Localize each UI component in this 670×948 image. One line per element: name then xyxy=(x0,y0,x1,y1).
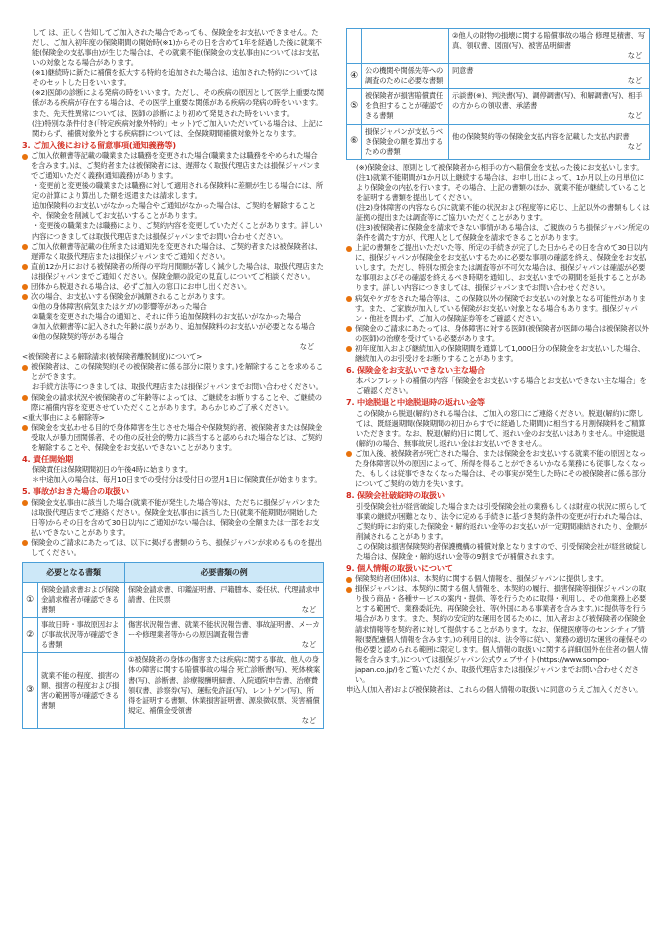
right-column xyxy=(346,28,650,695)
table-header-row xyxy=(23,563,324,583)
section-3-bullet-6: 被保険者は、この保険契約(その被保険者に係る部分に限ります。)を解除することを求めることができます。 xyxy=(22,362,324,382)
row-examples xyxy=(125,618,324,653)
row-examples xyxy=(449,124,650,159)
row-document-name: 被保険者が損害賠償責任を負担することが確認できる書類 xyxy=(362,89,449,124)
row-examples xyxy=(125,653,324,728)
table-row xyxy=(23,618,324,653)
documents-table xyxy=(22,562,324,729)
row-example-text: 他の保険契約等の保険金支払内容を記載した支払内訳書 xyxy=(452,131,630,141)
section-3-heading: 3. ご加入後における留意事項(通知義務等) xyxy=(22,139,176,150)
reduction-item-1: ①他の身体障害(病気またはケガ)の影響等があった場合 xyxy=(32,301,207,311)
row-document-name: 公の機関や関係先等への調査のために必要な書類 xyxy=(362,64,449,89)
row-etc: など xyxy=(627,51,642,61)
section-3-bullet-3: 直前12か月における被保険者の所得の平均月間額が著しく減少した場合は、取扱代理店または損保ジャパンまでご通知ください。保険金額の設定の見直しについてご相談ください。 xyxy=(22,262,324,282)
section-3-bullet-1: ご加入依頼書等記載の職業または職務を変更された場合(職業または職務をやめられた場合を含みます。)は、ご契約者または被保険者には、遅滞なく取扱代理店または損保ジャパンまでご通知いただく義務(通知義務)があります。 xyxy=(22,151,324,181)
table-header-documents: 必要となる書類 xyxy=(23,563,125,583)
row-number: ① xyxy=(23,583,38,618)
grave-reason-heading: <重大事由による解除等> xyxy=(22,412,105,422)
table-note-1: (※)保険金は、原則として被保険者から相手の方へ賠償金を支払った後にお支払いします。 xyxy=(356,162,644,172)
section-8-text-2: この保険は損害保険契約者保護機構の補償対象となりますので、引受保険会社が経営破綻した場合は、保険金・解約返れい金等の9割までが補償されます。 xyxy=(356,541,647,561)
table-row xyxy=(347,124,650,159)
row-number xyxy=(347,29,362,64)
row-example-text: 同意書 xyxy=(452,66,474,76)
payment-bullet-1: 上記の書類をご提出いただいた等、所定の手続きが完了した日からその日を含めて30日以内に、損保ジャパンが保険金をお支払いするために必要な事項の確認を終え、保険金をお支払いします。ただし、特別な照会または調査等が不可欠な場合は、損保ジャパンは確認が必要な事項およびその確認を終えるべき時期を通知し、お支払いまでの期間を延長することがあります。詳しい内容につきましては、損保ジャパンまでお問い合わせください。 xyxy=(346,243,650,293)
row-etc: など xyxy=(301,715,316,725)
row-number: ⑥ xyxy=(347,124,362,159)
row-document-name: 損保ジャパンが支払うべき保険金の額を算出するための書類 xyxy=(362,124,449,159)
section-3-bullet-2: ご加入依頼書等記載の住所または通知先を変更された場合は、ご契約者または被保険者は、遅滞なく取扱代理店または損保ジャパンまでご通知ください。 xyxy=(22,242,324,262)
leave-request-heading: <被保険者による解除請求(被保険者離脱制度)について> xyxy=(22,352,203,362)
section-3-sub-1: ・変更前と変更後の職業または職務に対して適用される保険料に差額が生じる場合には、所定の計算により算出した額を返還または請求します。 xyxy=(32,181,323,201)
row-etc: など xyxy=(301,640,316,650)
payment-bullet-3: 保険金のご請求にあたっては、身体障害に対する医師(被保険者が医師の場合は被保険者以外の医師)の治療を受けている必要があります。 xyxy=(346,324,650,344)
row-etc: など xyxy=(627,111,642,121)
row-number: ③ xyxy=(23,653,38,728)
section-9-bullet-2: 損保ジャパンは、本契約に関する個人情報を、本契約の履行、損害保険等損保ジャパンの取り扱う商品・各種サービスの案内・提供、等を行うために取得・利用し、その他業務上必要とする範囲で、業務委託先、再保険会社、等(外国にある事業者を含みます。)に提供等を行う場合があります。また、契約の安定的な運用を図るために、加入者および被保険者の保険金請求情報等を契約者に対して提供することがあります。なお、保健医療等のセンシティブ情報(要配慮個人情報を含みます。)の利用目的は、法令等に従い、業務の適切な運営の確保その他必要と認められる範囲に限定します。個人情報の取扱いに関する詳細(国外在住者の個人情報を含みます。)については損保ジャパン公式ウェブサイト(https://www.sompo-japan.co.jp/)をご覧いただくか、取扱代理店または損保ジャパンまでお問い合わせください。 xyxy=(346,584,650,685)
reduction-item-2: ②職業を変更された場合の通知と、それに伴う追加保険料のお支払いがなかった場合 xyxy=(32,312,301,321)
left-column xyxy=(22,28,324,729)
row-examples xyxy=(449,64,650,89)
section-3-bullet-7: 保険金の請求状況や被保険者のご年齢等によっては、ご継続をお断りすることや、ご継続の際に補償内容を変更させていただくことがあります。あらかじめご了承ください。 xyxy=(22,393,324,413)
section-7-text: この保険から脱退(解約)される場合は、ご加入の窓口にご連絡ください。脱退(解約)に際しては、既経過期間(保険期間の初日からすでに経過した期間)に相当する月割保険料をご精算いただきます。なお、脱退(解約)日に関して、返れい金のお支払いはありません。中途脱退(解約)の場合、無事故戻し返れい金はお支払いできません。 xyxy=(356,408,646,448)
section-5-bullet-2: 保険金のご請求にあたっては、以下に掲げる書類のうち、損保ジャパンが求めるものを提出してください。 xyxy=(22,538,324,558)
section-3-bullet-6b: お手続方法等につきましては、取扱代理店または損保ジャパンまでお問い合わせください。 xyxy=(32,382,323,392)
row-example-text: 傷害状況報告書、就業不能状況報告書、事故証明書、メーカーや修理業者等からの原因調査報告書 xyxy=(128,620,320,640)
row-document-name: 事故日時・事故原因および事故状況等が確認できる書類 xyxy=(38,618,125,653)
row-document-name xyxy=(362,29,449,64)
section-7-heading: 7. 中途脱退と中途脱退時の返れい金等 xyxy=(346,397,485,408)
row-number: ④ xyxy=(347,64,362,89)
intro-paragraph: して は、正しく告知してご加入された場合であっても、保険金をお支払いできません。ただし、ご加入初年度の保険期間の開始時(※1)からその日を含めて1年を経過した後に就業不能(保険金の支払事由)が生じた場合は、その就業不能(保険金の支払事由)についてはお支払いの対象となる場合があります。 xyxy=(32,28,322,68)
table-row xyxy=(347,64,650,89)
row-etc: など xyxy=(627,76,642,86)
payment-bullet-4: 初年度加入および継続加入の保険期間を通算して1,000日分の保険金をお支払いした場合、継続加入のお引受けをお断りすることがあります。 xyxy=(346,344,650,364)
table-note-3: (注2)身体障害の内容ならびに就業不能の状況および程度等に応じ、上記以外の書類もしくは証拠の提出または調査等にご協力いただくことがあります。 xyxy=(356,202,650,222)
section-4-heading: 4. 責任開始期 xyxy=(22,453,73,464)
table-header-examples: 必要書類の例 xyxy=(125,563,324,583)
payment-bullet-2: 病気やケガをされた場合等は、この保険以外の保険でお支払いの対象となる可能性があります。また、ご家族が加入している保険がお支払い対象となる場合もあります。損保ジャパン・他社を問わず、ご加入の保険証券等をご確認ください。 xyxy=(346,294,650,324)
section-4-note: ＊中途加入の場合は、毎月10日までの受付分は受付日の翌月1日に保険責任が始まります。 xyxy=(32,475,322,485)
documents-table-continued xyxy=(346,28,650,160)
table-note-2: (注1)就業不能期間が1か月以上継続する場合は、お申し出によって、1か月以上の月単位により保険金の内払を行います。その場合、上記の書類のほか、就業不能が継続していることを証明する書類を提出してください。 xyxy=(356,172,647,202)
row-document-name: 保険金請求書および保険金請求権者が確認できる書類 xyxy=(38,583,125,618)
row-example-text: ①被保険者の身体の傷害または疾病に関する事故、他人の身体の障害に関する賠償事故の場合 死亡診断書(写)、死体検案書(写)、診断書、診療報酬明細書、入院通院申告書、治療費領収書、診察券(写)、運転免許証(写)、レントゲン(写)、所得を証明する書類、休業損害証明書、源泉徴収票、災害補償規定、補償金受領書 xyxy=(128,655,320,715)
row-example-text: ②他人の財物の損壊に関する賠償事故の場合 修理見積書、写真、領収書、図面(写)、被害品明細書 xyxy=(452,31,645,51)
section-7-bullet-1: ご加入後、被保険者が死亡された場合、または保険金をお支払いする就業不能の原因となった身体障害以外の原因によって、所得を得ることができるいかなる業務にも従事しなくなった、もしくは従事できなくなった場合は、その事実が発生した時にその被保険者に係る部分についてご契約の効力を失います。 xyxy=(346,449,650,489)
table-row xyxy=(23,653,324,728)
section-3-bullet-5: 次の場合、お支払いする保険金が減額されることがあります。 xyxy=(22,292,324,302)
section-6-heading: 6. 保険金をお支払いできない主な場合 xyxy=(346,364,485,375)
intro-note-1: (※1)継続時に新たに補償を拡大する特約を追加された場合は、追加された特約についてはそのセットした日をいいます。 xyxy=(32,68,318,88)
table-row xyxy=(23,583,324,618)
row-document-name: 就業不能の程度、損害の額、損害の程度および損害の範囲等が確認できる書類 xyxy=(38,653,125,728)
section-6-text: 本パンフレットの補償の内容「保険金をお支払いする場合とお支払いできない主な場合」をご確認ください。 xyxy=(356,376,647,396)
intro-note-3: (注)特別な条件付き(「特定疾病対象外特約」セット)でご加入いただいている場合は、上記に関わらず、補償対象外とする疾病群については、全保険期間補償対象外となります。 xyxy=(32,118,323,138)
reduction-item-4: ④他の保険契約等がある場合 xyxy=(32,332,124,342)
section-4-text: 保険責任は保険期間初日の午後4時に始まります。 xyxy=(32,465,192,475)
section-3-bullet-8: 保険金を支払わせる目的で身体障害を生じさせた場合や保険契約者、被保険者または保険金受取人が暴力団関係者、その他の反社会的勢力に該当すると認められた場合などは、ご契約を解除することや、保険金をお支払いできないことがあります。 xyxy=(22,423,324,453)
row-example-text: 示談書(※)、判決書(写)、調停調書(写)、和解調書(写)、相手の方からの領収書、承諾書 xyxy=(452,91,643,111)
etc-label: など xyxy=(299,342,314,352)
section-3-sub-1b: 追加保険料のお支払いがなかった場合やご通知がなかった場合は、ご契約を解除することや、保険金を削減してお支払いすることがあります。 xyxy=(32,201,316,221)
section-8-text: 引受保険会社が経営破綻した場合または引受保険会社の業務もしくは財産の状況に照らして事業の継続が困難となり、法令に定める手続きに基づき契約条件の変更が行われた場合は、ご契約時にお約束した保険金・解約返れい金等のお支払いが一定期間凍結されたり、金額が削減されることがあります。 xyxy=(356,501,647,541)
section-3-sub-2: ・変更後の職業または職務により、ご契約内容を変更していただくことがあります。詳しい内容につきましては取扱代理店または損保ジャパンまでお問い合わせください。 xyxy=(32,221,323,241)
row-number: ② xyxy=(23,618,38,653)
row-example-text: 保険金請求書、印鑑証明書、戸籍謄本、委任状、代理請求申請書、住民票 xyxy=(128,585,320,605)
section-8-heading: 8. 保険会社破綻時の取扱い xyxy=(346,490,445,501)
table-row xyxy=(347,89,650,124)
row-examples xyxy=(449,89,650,124)
section-9-heading: 9. 個人情報の取扱いについて xyxy=(346,562,453,573)
table-note-4: (注3)被保険者に保険金を請求できない事情がある場合は、ご親族のうち損保ジャパン所定の条件を満たす方が、代理人として保険金を請求できることがあります。 xyxy=(356,223,650,243)
section-5-heading: 5. 事故がおきた場合の取扱い xyxy=(22,486,129,497)
row-etc: など xyxy=(301,605,316,615)
section-9-consent: 申込人(加入者)および被保険者は、これらの個人情報の取扱いに同意のうえご加入ください。 xyxy=(346,684,643,694)
row-examples xyxy=(449,29,650,64)
row-number: ⑤ xyxy=(347,89,362,124)
section-5-bullet-1: 保険金支払事由に該当した場合(就業不能が発生した場合等)は、ただちに損保ジャパンまたは取扱代理店までご連絡ください。保険金支払事由に該当した日(就業不能期間が開始した日等)からその日を含めて30日以内にご通知がない場合は、保険金の全額または一部をお支払いできないことがあります。 xyxy=(22,498,324,538)
section-3-bullet-4: 団体から脱退される場合は、必ずご加入の窓口にお申し出ください。 xyxy=(22,282,324,292)
row-etc: など xyxy=(627,141,642,151)
section-9-bullet-1: 保険契約者(団体)は、本契約に関する個人情報を、損保ジャパンに提供します。 xyxy=(346,574,650,584)
row-examples xyxy=(125,583,324,618)
table-row xyxy=(347,29,650,64)
intro-note-2: (※2)医師の診断による発病の時をいいます。ただし、その疾病の原因として医学上重要な関係がある疾病が存在する場合は、その医学上重要な関係がある疾病の発病の時をいいます。また、先天性異常については、医師の診断により初めて発見された時をいいます。 xyxy=(32,88,324,118)
reduction-item-3: ③加入依頼書等に記入された年齢に誤りがあり、追加保険料のお支払いが必要となる場合 xyxy=(32,322,316,332)
